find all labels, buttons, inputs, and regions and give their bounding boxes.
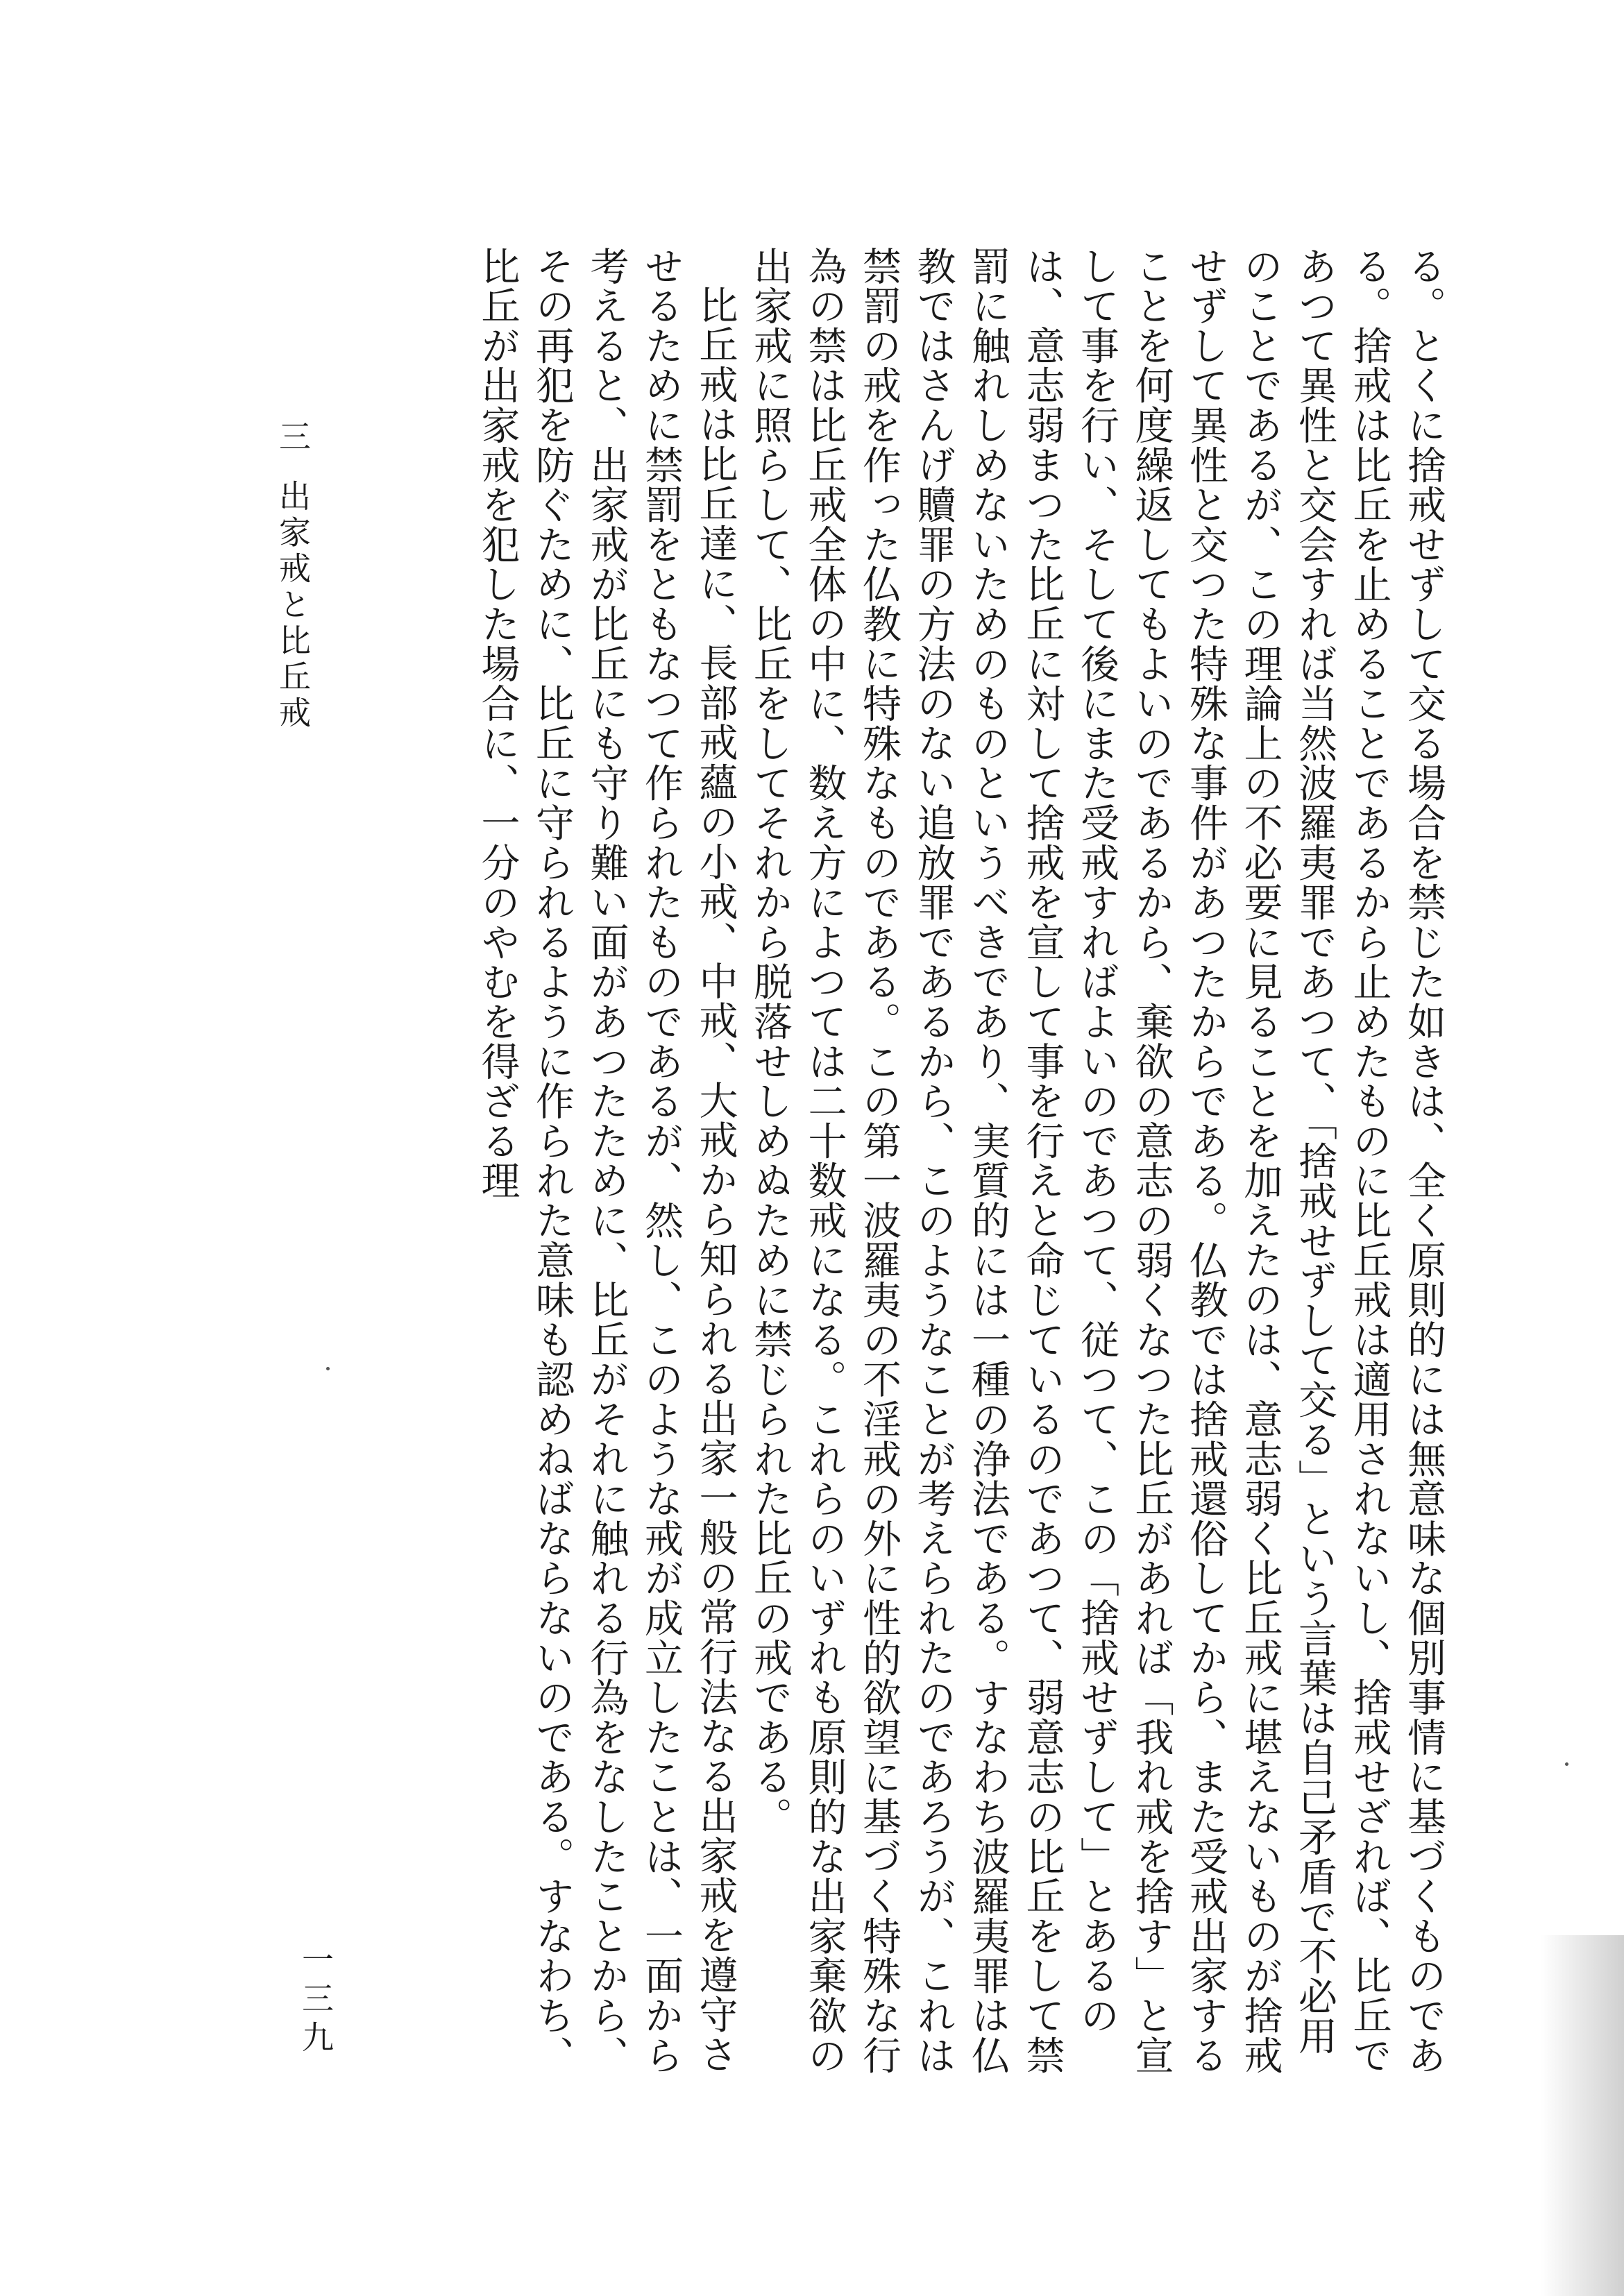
scan-edge-shadow: [1541, 1935, 1624, 2296]
running-head: [267, 420, 316, 767]
page-number: 一三九: [297, 1943, 335, 2059]
body-text: [146, 246, 1450, 2078]
paragraph-1: る。とくに捨戒せずして交る場合を禁じた如きは、全く原則的には無意味な個別事情に基づくものである。捨戒は比丘を止めることであるから止めたものに比丘戒は適用されないし、捨戒せざれば、比丘であつて異性と交会すれば当然波羅夷罪であつて、「捨戒せずして交る」という言葉は自己矛盾で不必用のことであるが、この理論上の不必要に見ることを加えたのは、意志弱く比丘戒に堪えないものが捨戒せずして異性と交つた特殊な事件があつたからである。仏教では捨戒還俗してから、また受戒出家することを何度繰返してもよいのであるから、棄欲の意志の弱くなつた比丘があれば「我れ戒を捨す」と宣して事を行い、そして後にまた受戒すればよいのであつて、従つて、この「捨戒せずして」とあるのは、意志弱まつた比丘に対して捨戒を宣して事を行えと命じているのであつて、弱意志の比丘をして禁罰に触れしめないためのものというべきであり、実質的には一種の浄法である。すなわち波羅夷罪は仏教ではさんげ贖罪の方法のない追放罪であるから、このようなことが考えられたのであろうが、これは禁罰の戒を作った仏教に特殊なものである。この第一波羅夷の不淫戒の外に性的欲望に基づく特殊な行為の禁は比丘戒全体の中に、数え方によつては二十数戒になる。これらのいずれも原則的な出家棄欲の出家戒に照らして、比丘をしてそれから脱落せしめぬために禁じられた比丘の戒である。: [747, 246, 1446, 2075]
paragraph-2: 比丘戒は比丘達に、長部戒蘊の小戒、中戒、大戒から知られる出家一般の常行法なる出家戒を遵守させるために禁罰をともなつて作られたものであるが、然し、このような戒が成立したことは、一面から考えると、出家戒が比丘にも守り難い面があつたために、比丘がそれに触れる行為をなしたことから、その再犯を防ぐために、比丘に守られるように作られた意味も認めねばならないのである。すなわち、比丘が出家戒を犯した場合に、一分のやむを得ざる理: [475, 246, 738, 2075]
chapter-title: 出家戒と比丘戒: [274, 479, 312, 732]
chapter-number: 三: [274, 420, 312, 456]
scan-speck: [1565, 1762, 1568, 1766]
scan-speck: [326, 1367, 330, 1370]
